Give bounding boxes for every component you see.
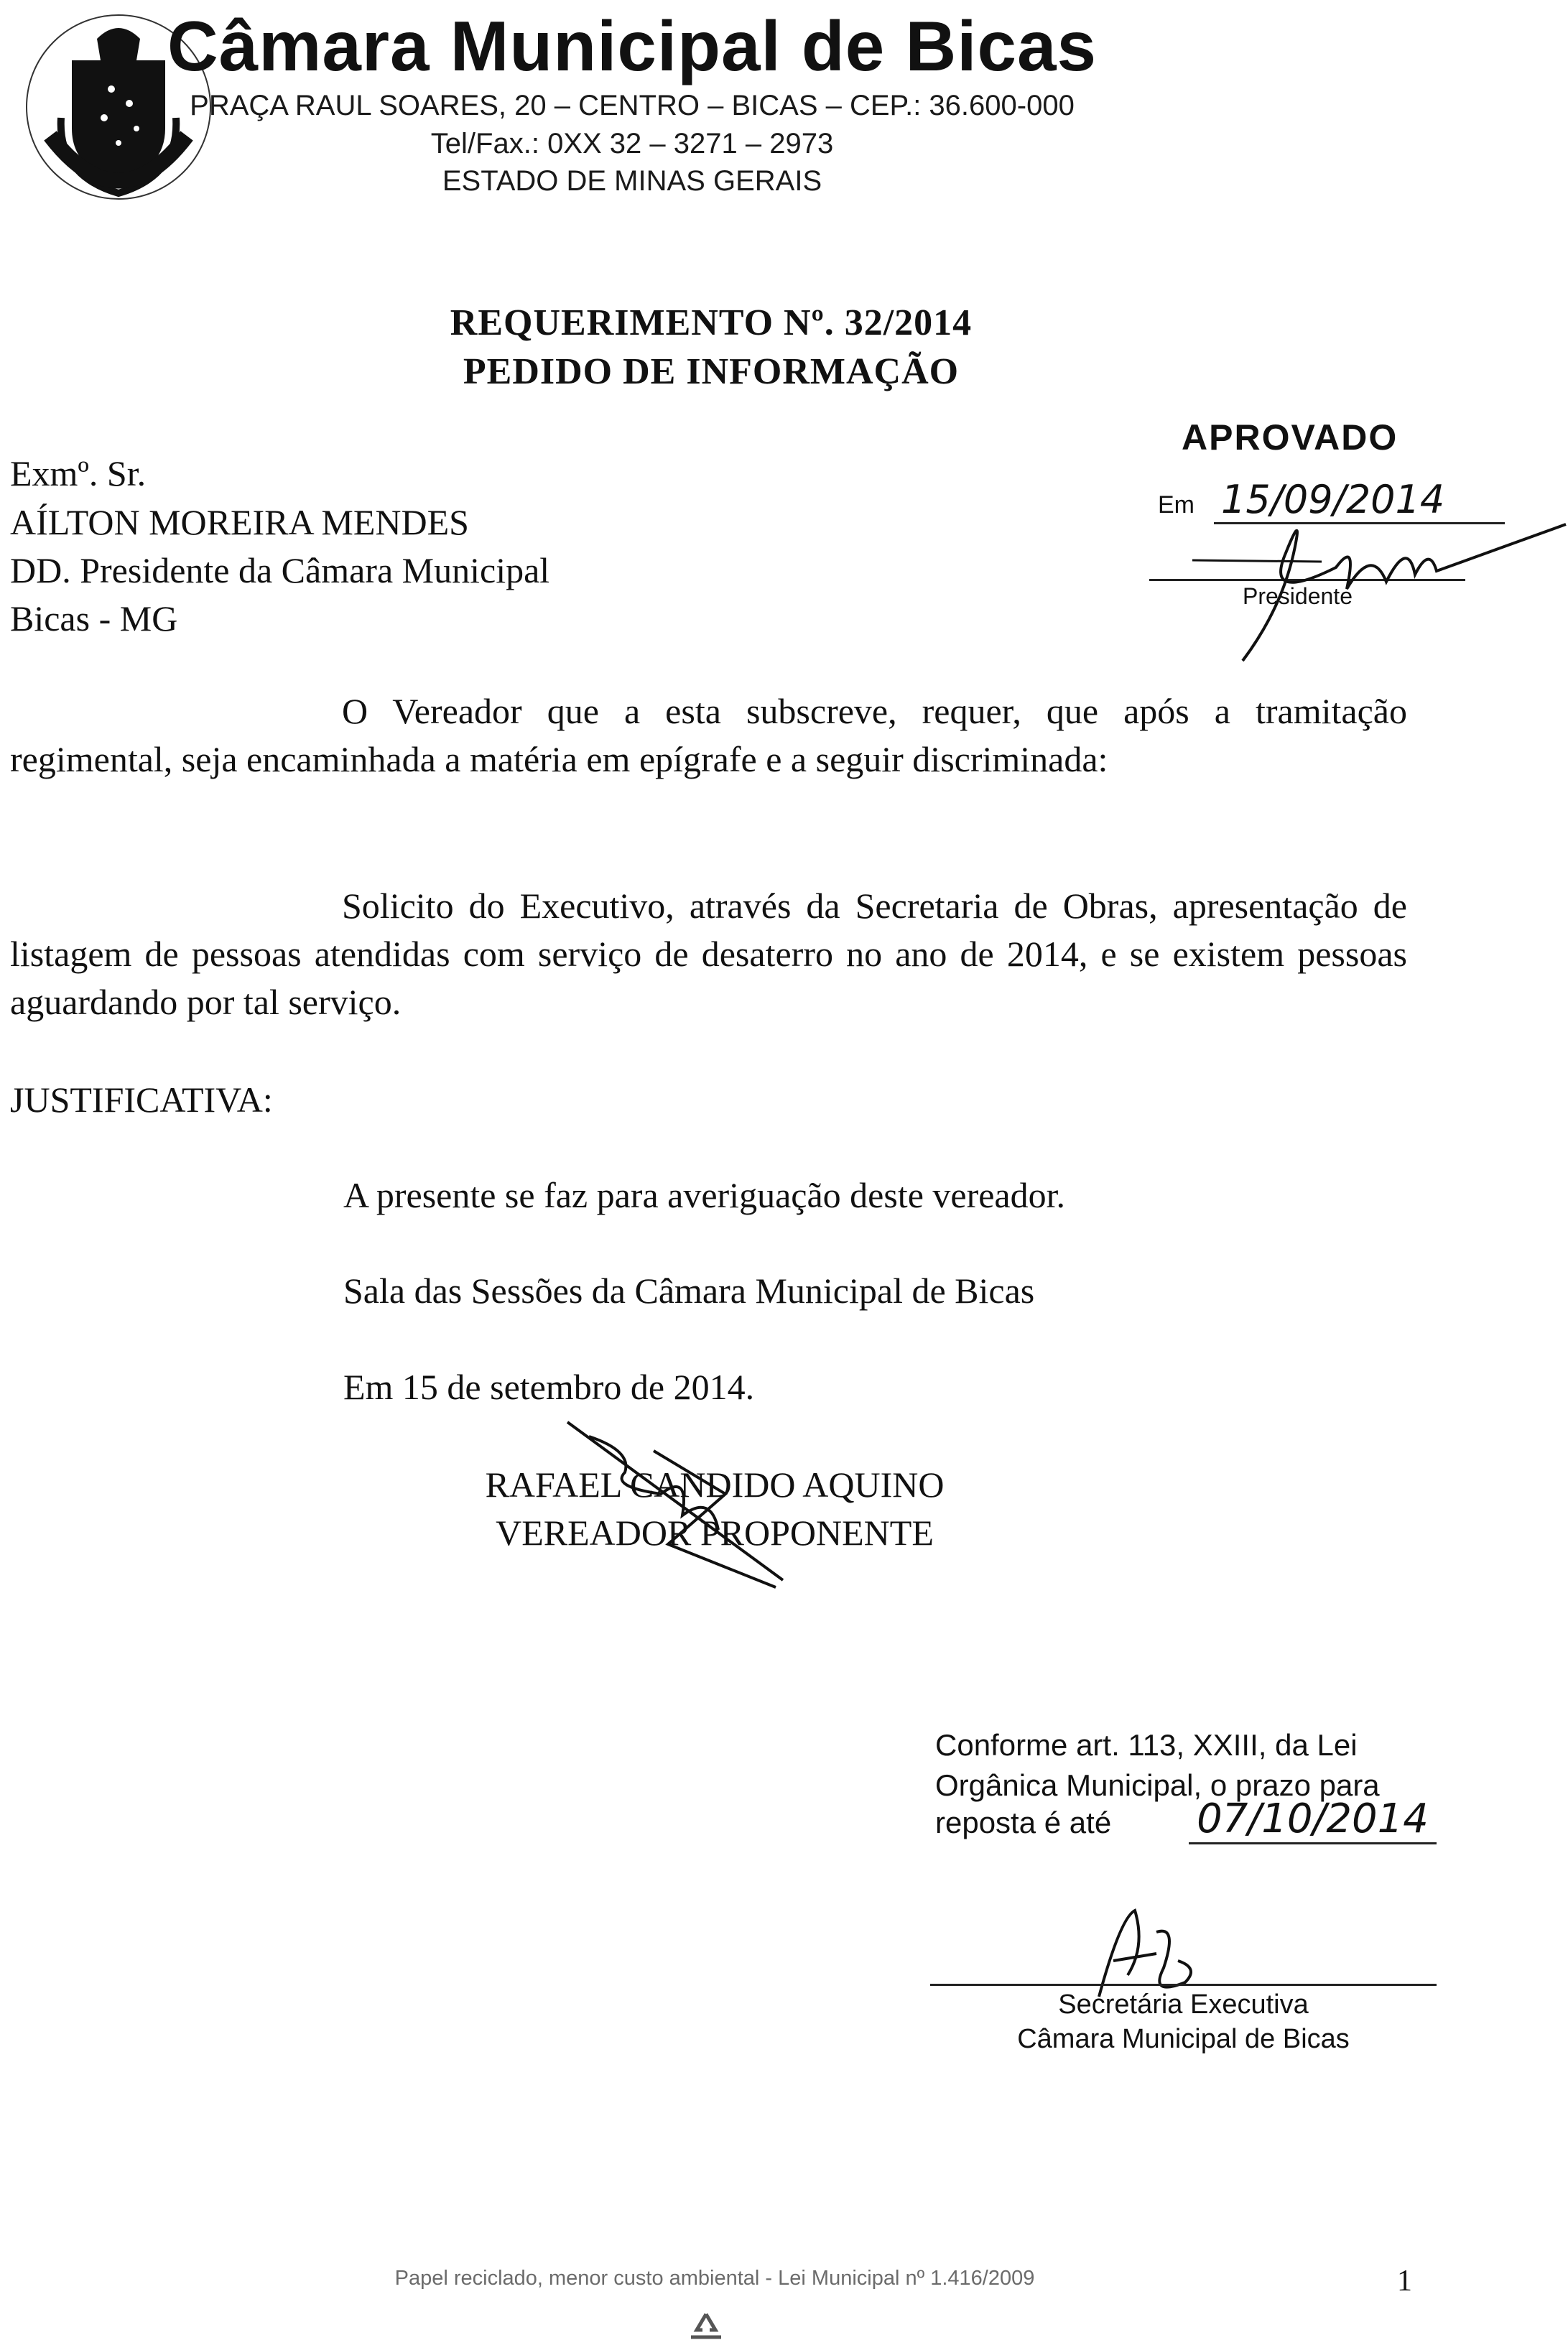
org-name: Câmara Municipal de Bicas xyxy=(167,6,1098,85)
footer-note: Papel reciclado, menor custo ambiental - Lei Municipal nº 1.416/2009 xyxy=(394,2267,1035,2290)
justificativa-heading: JUSTIFICATIVA: xyxy=(10,1080,273,1120)
deadline-note-line-2: Orgânica Municipal, o prazo para xyxy=(935,1768,1380,1802)
request-text: Solicito do Executivo, através da Secretaria de Obras, apresentação de listagem de pessoas atendidas com serviço de desaterro no ano de 2014, e se existem pessoas aguardando por tal serviço. xyxy=(10,886,1407,1022)
addressee-name: AÍLTON MOREIRA MENDES xyxy=(10,502,469,542)
addressee-city: Bicas - MG xyxy=(10,598,178,639)
session-place: Sala das Sessões da Câmara Municipal de Bicas xyxy=(343,1271,1035,1311)
page-number: 1 xyxy=(1397,2265,1412,2298)
approval-stamp-title: APROVADO xyxy=(1182,417,1398,458)
secretary-signature-line xyxy=(930,1984,1437,1986)
session-date: Em 15 de setembro de 2014. xyxy=(343,1367,755,1407)
signer-role: VEREADOR PROPONENTE xyxy=(496,1513,934,1553)
signer-name: RAFAEL CANDIDO AQUINO xyxy=(485,1464,945,1505)
addressee-salutation: Exmº. Sr. xyxy=(10,453,147,493)
deadline-note-line-1: Conforme art. 113, XXIII, da Lei xyxy=(935,1728,1358,1762)
approval-date-label: Em xyxy=(1158,491,1194,519)
request-paragraph xyxy=(10,882,1407,1026)
vereador-signature xyxy=(546,1408,819,1594)
intro-paragraph xyxy=(10,687,1407,784)
deadline-date-handwritten: 07/10/2014 xyxy=(1189,1796,1437,1844)
addressee-role: DD. Presidente da Câmara Municipal xyxy=(10,550,550,590)
secretary-signature xyxy=(1077,1903,1235,2004)
president-signature xyxy=(1178,496,1568,682)
approval-date-handwritten: 15/09/2014 xyxy=(1214,477,1505,524)
letterhead-state: ESTADO DE MINAS GERAIS xyxy=(442,165,822,197)
document-subject: PEDIDO DE INFORMAÇÃO xyxy=(463,351,960,392)
justificativa-text: A presente se faz para averiguação deste vereador. xyxy=(343,1175,1066,1215)
intro-text: O Vereador que a esta subscreve, requer, que após a tramitação regimental, seja encaminhada a matéria em epígrafe e a seguir discriminada: xyxy=(10,691,1407,779)
letterhead-phone: Tel/Fax.: 0XX 32 – 3271 – 2973 xyxy=(430,128,834,159)
secretary-org: Câmara Municipal de Bicas xyxy=(1017,2024,1350,2054)
letterhead-address: PRAÇA RAUL SOARES, 20 – CENTRO – BICAS – CEP.: 36.600-000 xyxy=(190,90,1075,121)
deadline-note-line-3: reposta é até xyxy=(935,1806,1112,1839)
secretary-role: Secretária Executiva xyxy=(1058,1990,1309,2020)
document-number: REQUERIMENTO Nº. 32/2014 xyxy=(450,302,973,343)
approval-signer-role: Presidente xyxy=(1243,583,1353,609)
recycle-icon xyxy=(681,2311,731,2340)
